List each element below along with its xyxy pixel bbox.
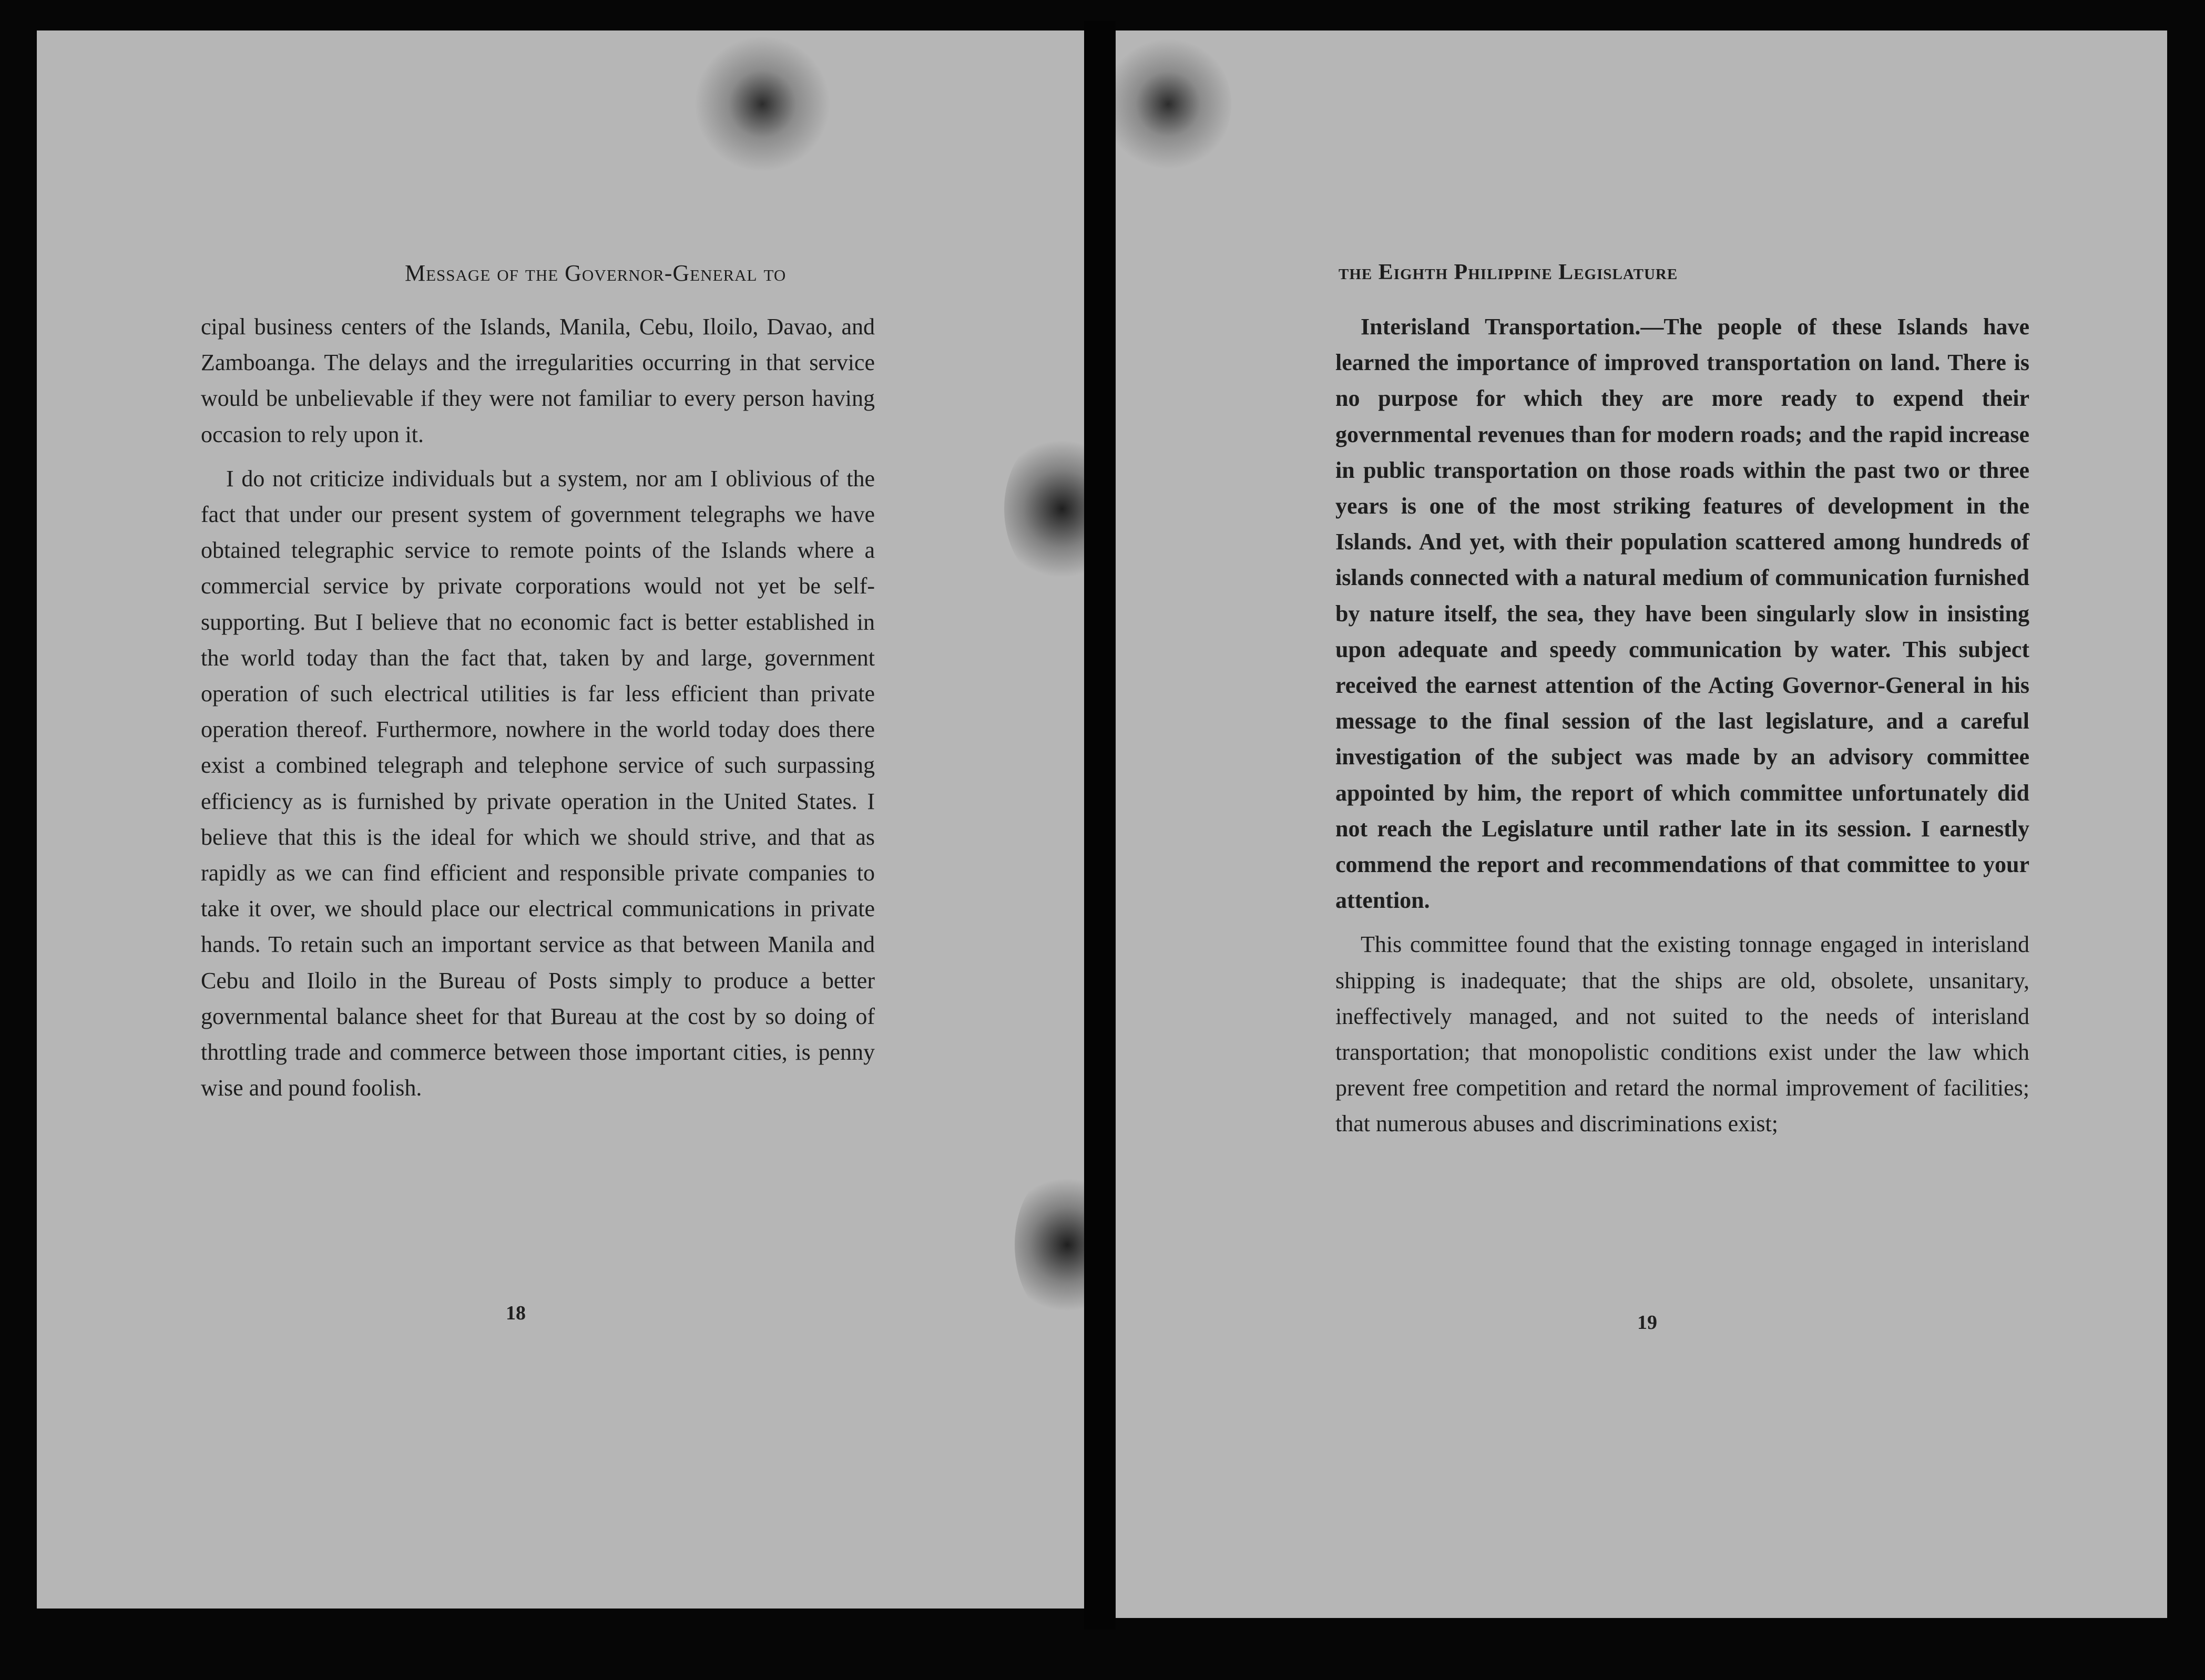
page-number: 18 (506, 1302, 526, 1324)
book-gutter (1084, 21, 1116, 1630)
paragraph: This committee found that the existing tonnage engaged in interisland shipping is inadequate; that the ships are old, obsolete, unsanitary, ineffectively managed, and not suited to the needs of interisland transportation; that monopolistic conditions exist under the law which prevent free competition and retard the normal improvement of facilities; that numerous abuses and discriminations exist; (1335, 931, 2029, 1137)
body-text (201, 309, 875, 1106)
running-head: the Eighth Philippine Legislature (1339, 260, 1678, 284)
running-head: Message of the Governor-General to (405, 260, 787, 286)
paragraph: I do not criticize individuals but a system, nor am I oblivious of the fact that under our present system of government telegraphs we have obtained telegraphic service to remote points of the Islands where a commercial service by private corporations would not yet be self-supporting. But I believe that no economic fact is better established in the world today than the fact that, taken by and large, government operation of such electrical utilities is far less efficient than private operation thereof. Furthermore, nowhere in the world today does there exist a combined telegraph and telephone service of such surpassing efficiency as is furnished by private operation in the United States. I believe that this is the ideal for which we should strive, and that as rapidly as we can find efficient and responsible private companies to take it over, we should place our electrical communications in private hands. To retain such an important service as that between Manila and Cebu and Iloilo in the Bureau of Posts simply to produce a better governmental balance sheet for that Bureau at the cost by so doing of throttling trade and commerce between those important cities, is penny wise and pound foolish. (201, 465, 875, 1101)
page-number: 19 (1637, 1312, 1657, 1334)
ink-smudge (1116, 36, 1231, 172)
left-page (37, 30, 1084, 1609)
paragraph (1335, 309, 2029, 918)
section-heading: Interisland Transportation. (1361, 314, 1641, 340)
right-page (1116, 30, 2167, 1618)
paragraph-text: —The people of these Islands have learned the importance of improved transportation on land. There is no purpose for which they are more ready to expend their governmental revenues than for modern roads; and the rapid increase in public transportation on those roads within the past two or three years is one of the most striking features of development in the Islands. And yet, with their population scattered among hundreds of islands connected with a natural medium of communication furnished by nature itself, the sea, they have been singularly slow in insisting upon adequate and speedy communication by water. This subject received the earnest attention of the Acting Governor-General in his message to the final session of the last legislature, and a careful investigation of the subject was made by an advisory committee appointed by him, the report of which committee unfortunately did not reach the Legislature until rather late in its session. I earnestly commend the report and recommendations of that committee to your attention. (1335, 314, 2029, 914)
paragraph: cipal business centers of the Islands, Manila, Cebu, Iloilo, Davao, and Zamboanga. The delays and the irregularities occurring in that service would be unbelievable if they were not familiar to every person having occasion to rely upon it. (201, 314, 875, 447)
ink-smudge (694, 36, 831, 172)
ink-smudge (1004, 430, 1084, 588)
ink-smudge (1015, 1166, 1084, 1324)
body-text (1335, 309, 2029, 1142)
